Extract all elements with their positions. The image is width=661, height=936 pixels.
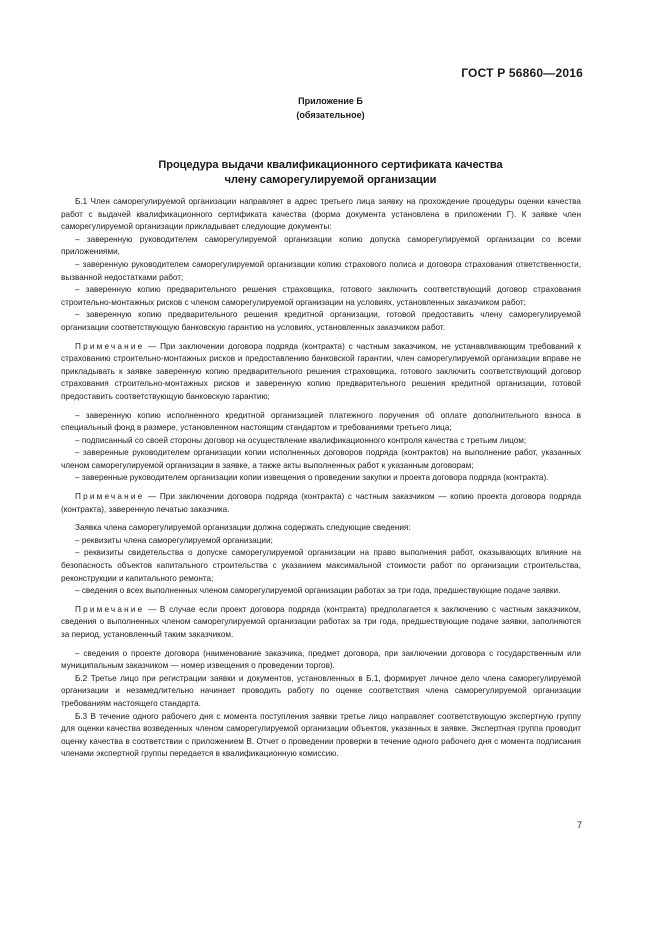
list-item: – заверенную копию предварительного решения страховщика, готового заключить соответствующий договор страхования строительно-монтажных рисков с членом саморегулируемой организации на условиях, установленных заказчиком работ;: [61, 285, 581, 307]
standard-number: ГОСТ Р 56860—2016: [461, 66, 583, 80]
note-label: Примечание: [75, 341, 145, 351]
paragraph-application-content: Заявка члена саморегулируемой организации должна содержать следующие сведения:: [75, 523, 411, 533]
list-item: – сведения о проекте договора (наименование заказчика, предмет договора, при заключении договора с государственным или муниципальным заказчиком — номер извещения о проведении торгов).: [61, 648, 581, 671]
note-text: — При заключении договора подряда (контракта) с частным заказчиком — копию проекта договора подряда (контракта), заверенную печатью заказчика.: [61, 492, 581, 514]
list-item: – заверенную копию предварительного решения кредитной организации, готовой предоставить члену саморегулируемой организации соответствующую банковскую гарантию на условиях, установленных заказчиком работ.: [61, 310, 581, 332]
list-item: – заверенные руководителем организации копии исполненных договоров подряда (контрактов) на выполнение работ, указанных членом саморегулируемой организации в заявке, а также акты выполненных работ к указанным договорам;: [61, 448, 581, 470]
note-label: Примечание: [75, 492, 145, 502]
list-item: – реквизиты свидетельства о допуске саморегулируемой организации на право выполнения работ, оказывающих влияние на безопасность объектов капитального строительства с указанием максимальной стоимости работ по организации строительства, реконструкции и капитального ремонта;: [61, 548, 581, 583]
note-2: [61, 491, 581, 516]
paragraph-b1: Б.1 Член саморегулируемой организации направляет в адрес третьего лица заявку на прохождение процедуры оценки качества работ с выдачей квалификационного сертификата качества (форма документа установлена в приложении Г). К заявке член саморегулируемой организации прикладывает следующие документы:: [61, 197, 581, 232]
annex-status: (обязательное): [296, 110, 365, 120]
note-text: — При заключении договора подряда (контракта) с частным заказчиком, не устанавливающим требований к страхованию строительно-монтажных рисков и предоставлению банковской гарантии, член саморегулируемой организации вправе не прикладывать к заявке заверенную копию предварительного решения страховщика, готового заключить соответствующий договор страхования строительно-монтажных рисков и заверенную копию предварительного решения кредитной организации, готовой предоставить соответствующую банковскую гарантию;: [61, 341, 581, 401]
section-title-line-1: Процедура выдачи квалификационного сертификата качества: [158, 159, 503, 171]
section-title-line-2: члену саморегулируемой организации: [224, 174, 437, 186]
paragraph-b3: Б.3 В течение одного рабочего дня с момента поступления заявки третье лицо направляет соответствующую экспертную группу для оценки качества возведенных членом саморегулируемой организации объектов, указанных в заявке. Экспертная группа проводит оценку качества в соответствии с приложением В. Отчет о проведении проверки в течение одного рабочего дня с момента подписания членами экспертной группы передается в квалификационную комиссию.: [61, 711, 581, 759]
list-item: – подписанный со своей стороны договор на осуществление квалификационного контроля качества с третьим лицом;: [75, 435, 527, 445]
annex-heading: [0, 94, 661, 122]
page-number: 7: [576, 820, 582, 830]
note-3: [61, 604, 581, 642]
note-label: Примечание: [75, 604, 145, 614]
section-title: [0, 158, 661, 188]
note-text: — В случае если проект договора подряда (контракта) предполагается к заключению с частным заказчиком, сведения о выполненных членом саморегулируемой организации работах за три года, предшествующие подаче заявки, заполняются за период, установленный таким заказчиком.: [61, 604, 581, 639]
list-item: – заверенные руководителем организации копии извещения о проведении закупки и проекта договора подряда (контракта).: [75, 473, 549, 483]
list-item: – заверенную руководителем саморегулируемой организации копию допуска саморегулируемой организации со всеми приложениями,: [61, 234, 581, 257]
list-item: – заверенную руководителем саморегулируемой организации копию страхового полиса и договора страхования ответственности, вызванной недостатками работ;: [61, 259, 581, 282]
body-text: [61, 196, 581, 761]
paragraph-b2: Б.2 Третье лицо при регистрации заявки и документов, установленных в Б.1, формирует личное дело члена саморегулируемой организации и незамедлительно начинает проводить работу по оценке соответствия члена саморегулируемой организации требованиям настоящего стандарта.: [61, 673, 581, 708]
list-item: – заверенную копию исполненного кредитной организацией платежного поручения об оплате дополнительного взноса в специальный фонд в размере, установленном настоящим стандартом и требованиями третьего лица;: [61, 410, 581, 433]
list-item: – реквизиты члена саморегулируемой организации;: [75, 535, 273, 545]
annex-title: Приложение Б: [298, 96, 363, 106]
list-item: – сведения о всех выполненных членом саморегулируемой организации работах за три года, предшествующие подаче заявки.: [75, 586, 561, 596]
note-1: [61, 341, 581, 404]
